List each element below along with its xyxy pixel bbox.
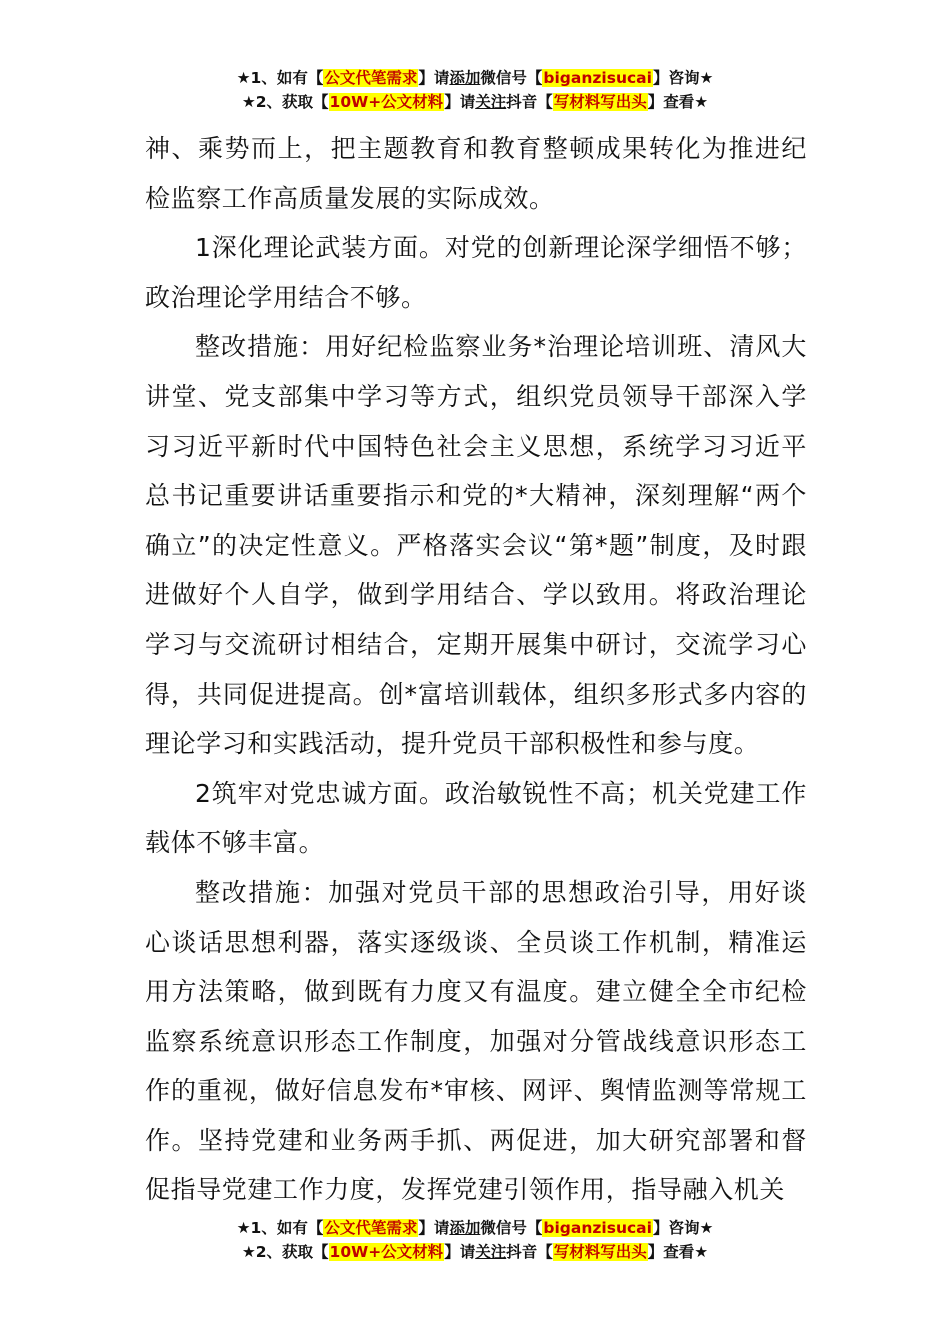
banner-text: 】咨询★ [652, 1219, 714, 1237]
banner-line-2 [0, 1240, 950, 1264]
paragraph-issue-2: 2筑牢对党忠诚方面。政治敏锐性不高；机关党建工作载体不够丰富。 [145, 778, 807, 858]
highlight-wechat-id: biganzisucai [543, 69, 652, 87]
banner-text: 】请 [418, 1219, 450, 1237]
highlight-service: 公文代笔需求 [324, 69, 418, 87]
header-banner [0, 66, 950, 114]
banner-text: 】咨询★ [652, 69, 714, 87]
highlight-wechat-id: biganzisucai [543, 1219, 652, 1237]
banner-text: 微信号【 [480, 69, 543, 87]
paragraph-continuation: 神、乘势而上，把主题教育和教育整顿成果转化为推进纪检监察工作高质量发展的实际成效。 [145, 134, 807, 213]
banner-text: 】请 [418, 69, 450, 87]
banner-text: 微信号【 [480, 1219, 543, 1237]
banner-line-2 [0, 90, 950, 114]
paragraph-measures-2: 整改措施：加强对党员干部的思想政治引导，用好谈心谈话思想利器，落实逐级谈、全员谈工作机制，精准运用方法策略，做到既有力度又有温度。建立健全全市纪检监察系统意识形态工作制度，加强对分管战线意识形态工作的重视，做好信息发布*审核、网评、舆情监测等常规工作。坚持党建和业务两手抓、两促进，加大研究部署和督促指导党建工作力度，发挥党建引领作用，指导融入机关 [145, 877, 807, 1205]
banner-text: ★2、获取【 [241, 93, 329, 111]
paragraph-measures-1: 整改措施：用好纪检监察业务*治理论培训班、清风大讲堂、党支部集中学习等方式，组织党员领导干部深入学习习近平新时代中国特色社会主义思想，系统学习习近平总书记重要讲话重要指示和党的*大精神，深刻理解“两个确立”的决定性意义。严格落实会议“第*题”制度，及时跟进做好个人自学，做到学用结合、学以致用。将政治理论学习与交流研讨相结合，定期开展集中研讨，交流学习心得，共同促进提高。创*富培训载体，组织多形式多内容的理论学习和实践活动，提升党员干部积极性和参与度。 [145, 332, 807, 759]
highlight-service: 公文代笔需求 [324, 1219, 418, 1237]
banner-text: ★1、如有【 [236, 69, 324, 87]
paragraph-issue-1: 1深化理论武装方面。对党的创新理论深学细悟不够；政治理论学用结合不够。 [145, 233, 807, 312]
footer-banner [0, 1216, 950, 1264]
banner-text: 】查看★ [647, 93, 709, 111]
banner-text: 抖音【 [506, 93, 553, 111]
banner-line-1 [0, 66, 950, 90]
highlight-douyin-account: 写材料写出头 [553, 1243, 647, 1261]
banner-text: 】请 [444, 1243, 476, 1261]
highlight-douyin-account: 写材料写出头 [553, 93, 647, 111]
highlight-materials: 10W+公文材料 [329, 93, 444, 111]
document-body [145, 124, 807, 1215]
banner-text: 抖音【 [506, 1243, 553, 1261]
banner-text: 】请 [444, 93, 476, 111]
banner-text: 】查看★ [647, 1243, 709, 1261]
banner-text: ★2、获取【 [241, 1243, 329, 1261]
banner-text-underlined: 添加 [449, 69, 481, 87]
banner-text-underlined: 关注 [475, 93, 507, 111]
banner-text-underlined: 添加 [449, 1219, 481, 1237]
banner-line-1 [0, 1216, 950, 1240]
highlight-materials: 10W+公文材料 [329, 1243, 444, 1261]
banner-text: ★1、如有【 [236, 1219, 324, 1237]
banner-text-underlined: 关注 [475, 1243, 507, 1261]
